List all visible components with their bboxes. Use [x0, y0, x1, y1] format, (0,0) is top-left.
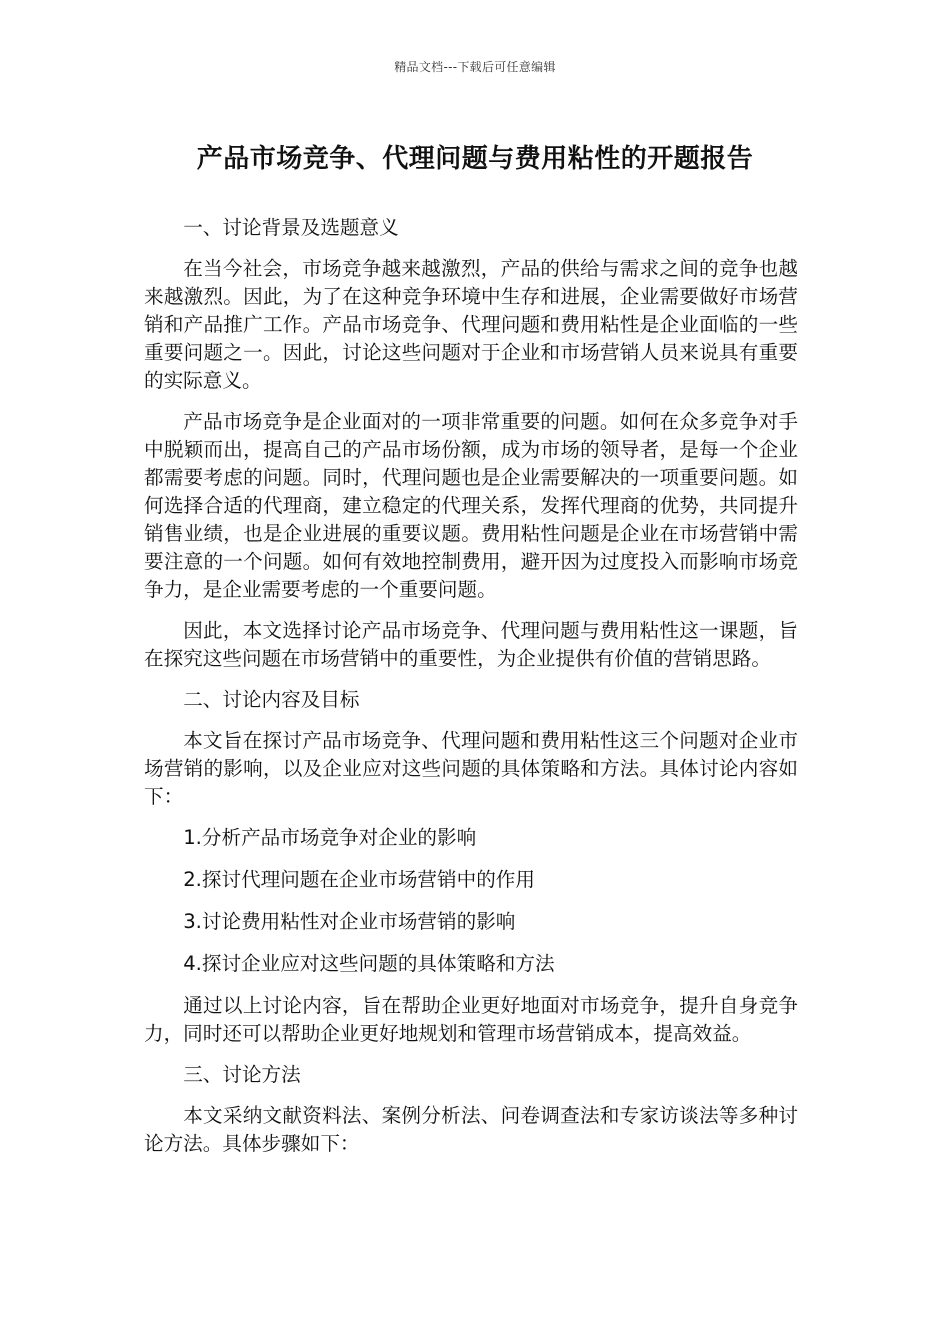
- list-item: 3.讨论费用粘性对企业市场营销的影响: [183, 910, 516, 933]
- section-heading-background: 一、讨论背景及选题意义: [183, 216, 399, 239]
- page-header-note: 精品文档---下载后可任意编辑: [394, 60, 556, 74]
- document-body: [144, 214, 798, 1171]
- list-item: 1.分析产品市场竞争对企业的影响: [183, 826, 477, 849]
- paragraph-background-3: 因此，本文选择讨论产品市场竞争、代理问题与费用粘性这一课题，旨在探究这些问题在市场营销中的重要性，为企业提供有价值的营销思路。: [144, 619, 798, 670]
- paragraph-content-intro: 本文旨在探讨产品市场竞争、代理问题和费用粘性这三个问题对企业市场营销的影响，以及企业应对这些问题的具体策略和方法。具体讨论内容如下：: [144, 729, 798, 808]
- paragraph-background-2: 产品市场竞争是企业面对的一项非常重要的问题。如何在众多竞争对手中脱颖而出，提高自己的产品市场份额，成为市场的领导者，是每一个企业都需要考虑的问题。同时，代理问题也是企业需要解决的一项重要问题。如何选择合适的代理商，建立稳定的代理关系，发挥代理商的优势，共同提升销售业绩，也是企业进展的重要议题。费用粘性问题是企业在市场营销中需要注意的一个问题。如何有效地控制费用，避开因为过度投入而影响市场竞争力，是企业需要考虑的一个重要问题。: [144, 410, 798, 601]
- paragraph-content-summary: 通过以上讨论内容，旨在帮助企业更好地面对市场竞争，提升自身竞争力，同时还可以帮助企业更好地规划和管理市场营销成本，提高效益。: [144, 994, 798, 1045]
- document-title: 产品市场竞争、代理问题与费用粘性的开题报告: [196, 144, 754, 174]
- section-heading-methods: 三、讨论方法: [183, 1063, 301, 1086]
- paragraph-methods: 本文采纳文献资料法、案例分析法、问卷调查法和专家访谈法等多种讨论方法。具体步骤如下：: [144, 1104, 798, 1155]
- section-heading-content: 二、讨论内容及目标: [183, 688, 360, 711]
- paragraph-background-1: 在当今社会，市场竞争越来越激烈，产品的供给与需求之间的竞争也越来越激烈。因此，为了在这种竞争环境中生存和进展，企业需要做好市场营销和产品推广工作。产品市场竞争、代理问题和费用粘性是企业面临的一些重要问题之一。因此，讨论这些问题对于企业和市场营销人员来说具有重要的实际意义。: [144, 257, 798, 392]
- list-item: 4.探讨企业应对这些问题的具体策略和方法: [183, 952, 555, 975]
- list-item: 2.探讨代理问题在企业市场营销中的作用: [183, 868, 535, 891]
